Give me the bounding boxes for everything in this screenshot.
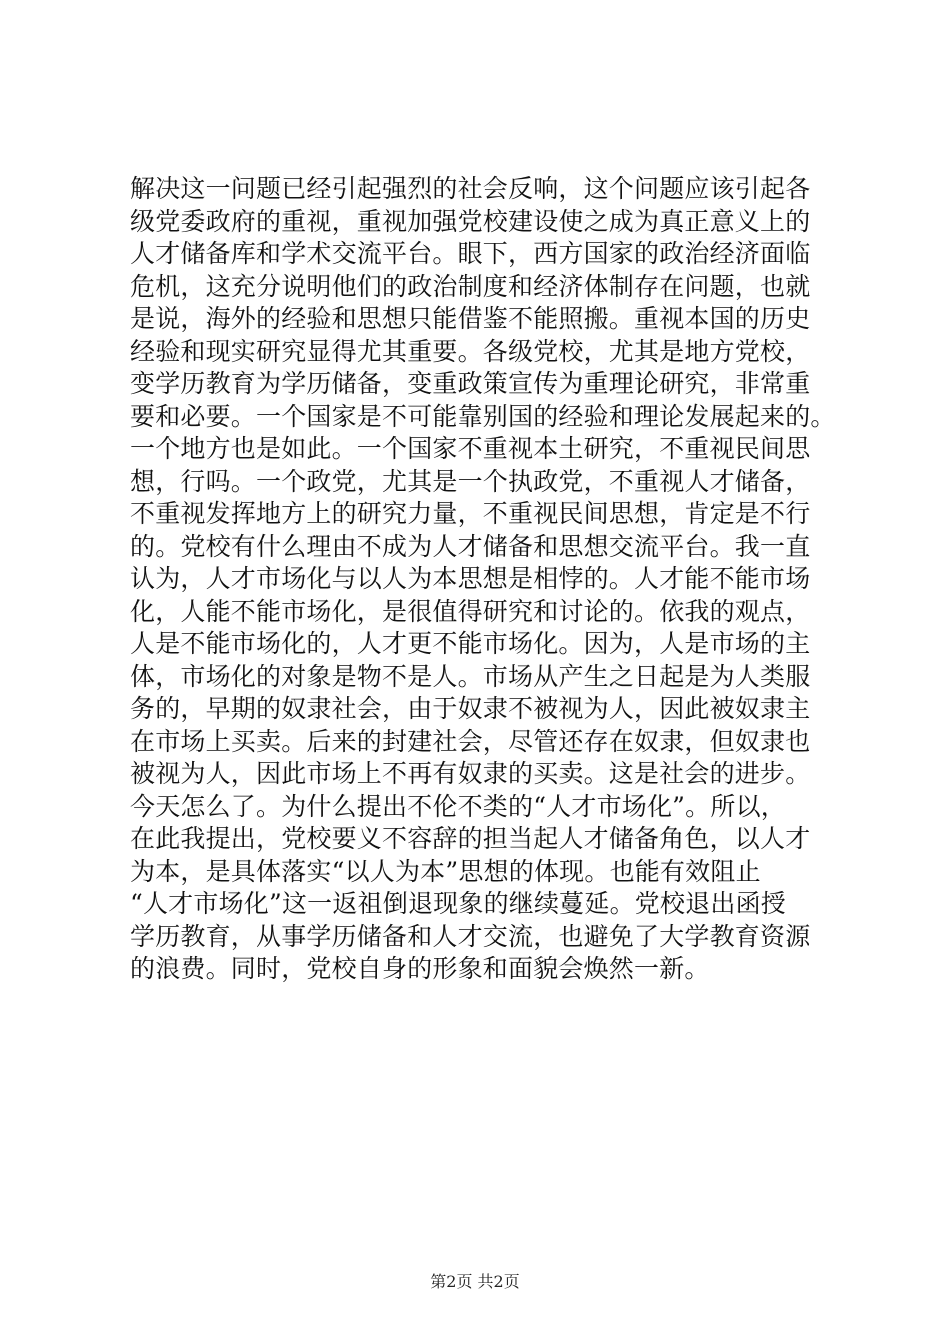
- text-line: 被视为人，因此市场上不再有奴隶的买卖。这是社会的进步。: [130, 759, 811, 788]
- text-line: 的浪费。同时，党校自身的形象和面貌会焕然一新。: [130, 954, 710, 983]
- text-line: 体，市场化的对象是物不是人。市场从产生之日起是为人类服: [130, 661, 811, 691]
- text-line: “人才市场化”这一返祖倒退现象的继续蔓延。党校退出函授: [130, 889, 786, 918]
- text-line: 想，行吗。一个政党，尤其是一个执政党，不重视人才储备，: [130, 466, 811, 496]
- text-line: 人才储备库和学术交流平台。眼下，西方国家的政治经济面临: [130, 239, 811, 268]
- text-line: 人是不能市场化的，人才更不能市场化。因为，人是市场的主: [130, 629, 811, 658]
- text-line: 认为，人才市场化与以人为本思想是相悖的。人才能不能市场: [130, 564, 811, 593]
- text-line: 经验和现实研究显得尤其重要。各级党校，尤其是地方党校，: [130, 336, 811, 366]
- text-line: 要和必要。一个国家是不可能靠别国的经验和理论发展起来的。: [130, 401, 836, 431]
- text-line: 的。党校有什么理由不成为人才储备和思想交流平台。我一直: [130, 531, 811, 561]
- text-line: 为本，是具体落实“以人为本”思想的体现。也能有效阻止: [130, 856, 761, 886]
- text-line: 级党委政府的重视，重视加强党校建设使之成为真正意义上的: [130, 206, 811, 236]
- page-number-footer: 第2页 共2页: [430, 1272, 520, 1291]
- text-line: 解决这一问题已经引起强烈的社会反响，这个问题应该引起各: [130, 174, 811, 203]
- text-line: 在此我提出，党校要义不容辞的担当起人才储备角色，以人才: [130, 824, 811, 853]
- text-line: 危机，这充分说明他们的政治制度和经济体制存在问题，也就: [130, 271, 811, 301]
- body-paragraph: [130, 173, 850, 986]
- text-line: 学历教育，从事学历储备和人才交流，也避免了大学教育资源: [130, 921, 811, 951]
- text-line: 是说，海外的经验和思想只能借鉴不能照搬。重视本国的历史: [130, 304, 811, 333]
- text-line: 不重视发挥地方上的研究力量，不重视民间思想，肯定是不行: [130, 499, 811, 528]
- text-line: 在市场上买卖。后来的封建社会，尽管还存在奴隶，但奴隶也: [130, 726, 811, 756]
- text-line: 一个地方也是如此。一个国家不重视本土研究，不重视民间思: [130, 434, 811, 463]
- text-line: 今天怎么了。为什么提出不伦不类的“人才市场化”。所以，: [130, 791, 786, 821]
- text-line: 变学历教育为学历储备，变重政策宣传为重理论研究，非常重: [130, 369, 811, 398]
- text-line: 务的，早期的奴隶社会，由于奴隶不被视为人，因此被奴隶主: [130, 694, 811, 723]
- text-line: 化，人能不能市场化，是很值得研究和讨论的。依我的观点，: [130, 596, 811, 626]
